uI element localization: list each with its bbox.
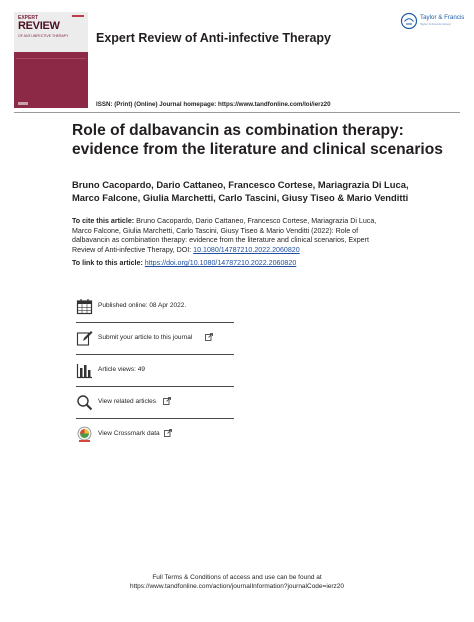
header-divider	[14, 112, 460, 113]
cover-top-panel	[14, 12, 88, 52]
publisher-tagline: Taylor & Francis Group	[420, 22, 451, 26]
cover-line-1: EXPERT	[18, 15, 39, 21]
external-link-icon	[164, 429, 172, 437]
edit-icon	[76, 330, 93, 347]
footer	[0, 573, 474, 591]
publisher-name: Taylor & Francis	[420, 14, 465, 21]
journal-cover-thumbnail[interactable]	[14, 12, 88, 108]
citation-line	[72, 217, 432, 227]
cover-publisher-mark	[18, 102, 28, 105]
external-link-icon	[205, 333, 213, 341]
footer-terms-link[interactable]: https://www.tandfonline.com/action/journalInformation?journalCode=ierz20	[129, 583, 345, 590]
crossmark-link[interactable]	[76, 423, 234, 445]
citation-block	[72, 217, 432, 255]
article-title-line: Role of dalbavancin as combination therapy:	[72, 122, 404, 139]
author-line: Marco Falcone, Giulia Marchetti, Carlo Tascini, Giusy Tiseo & Mario Venditti	[72, 192, 409, 203]
published-date-row	[76, 295, 234, 317]
bar-chart-icon	[76, 362, 93, 379]
action-divider	[76, 418, 234, 419]
citation-text: Bruno Cacopardo, Dario Cattaneo, Francesco Cortese, Mariagrazia Di Luca,	[134, 217, 377, 225]
issn-homepage-line[interactable]: ISSN: (Print) (Online) Journal homepage: https://www.tandfonline.com/loi/ierz20	[96, 101, 331, 108]
journal-title[interactable]: Expert Review of Anti-infective Therapy	[96, 31, 332, 45]
cover-line-3: OF ANTI-INFECTIVE THERAPY	[18, 34, 69, 38]
publisher-logo-icon	[400, 12, 418, 30]
article-title-line: evidence from the literature and clinical scenarios	[72, 141, 443, 158]
calendar-icon	[76, 298, 93, 315]
cover-accent	[72, 15, 84, 17]
external-link-icon	[163, 397, 171, 405]
crossmark-icon	[76, 426, 93, 443]
article-doi-link[interactable]: https://doi.org/10.1080/14787210.2022.2060820	[144, 259, 297, 267]
action-divider	[76, 322, 234, 323]
submit-article-link[interactable]	[76, 327, 234, 349]
author-list	[72, 178, 432, 204]
cover-line-2: REVIEW	[18, 20, 60, 32]
citation-text: Review of Anti-infective Therapy, DOI:	[72, 245, 194, 254]
article-title	[72, 121, 443, 159]
citation-doi-link[interactable]: 10.1080/14787210.2022.2060820	[193, 245, 300, 254]
search-icon	[76, 394, 93, 411]
link-label: To link to this article:	[72, 259, 145, 267]
published-date-label: Published online: 08 Apr 2022.	[98, 302, 187, 309]
citation-label: To cite this article:	[72, 217, 135, 225]
author-line: Bruno Cacopardo, Dario Cattaneo, Francesco Cortese, Mariagrazia Di Luca,	[72, 179, 409, 190]
related-articles-link[interactable]	[76, 391, 234, 413]
article-views-row	[76, 359, 234, 381]
action-divider	[76, 386, 234, 387]
publisher-logo[interactable]	[400, 12, 466, 32]
action-divider	[76, 354, 234, 355]
citation-line: Marco Falcone, Giulia Marchetti, Carlo Tascini, Giusy Tiseo & Mario Venditti (2022): Role of	[72, 226, 359, 235]
citation-line	[72, 246, 432, 256]
article-link-line	[72, 259, 296, 267]
article-views-label: Article views: 49	[98, 366, 145, 373]
submit-article-label: Submit your article to this journal	[98, 334, 193, 341]
footer-line: Full Terms & Conditions of access and use can be found at	[152, 574, 322, 581]
citation-line: dalbavancin as combination therapy: evidence from the literature and clinical scenarios, Expert	[72, 236, 369, 245]
cover-body	[16, 58, 86, 105]
crossmark-label: View Crossmark data	[98, 430, 160, 437]
related-articles-label: View related articles	[98, 398, 157, 405]
